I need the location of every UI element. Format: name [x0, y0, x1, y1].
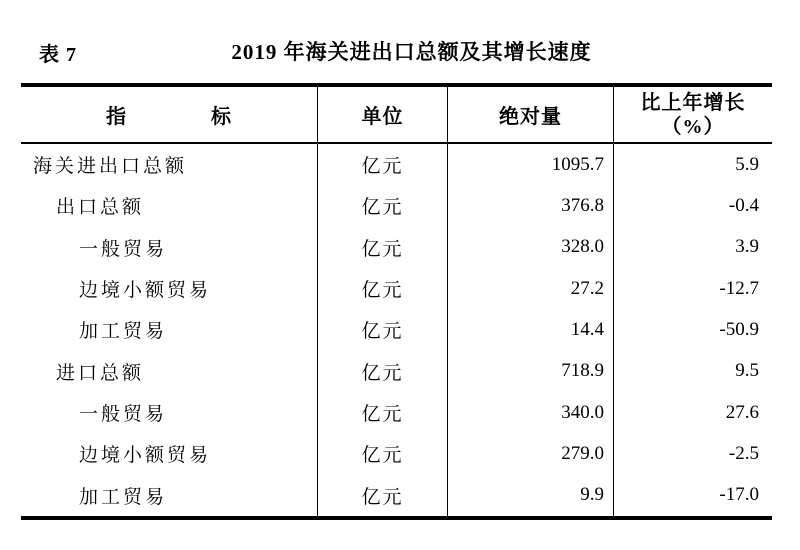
table-row	[21, 268, 772, 309]
row-growth: -0.4	[728, 194, 759, 216]
header-cell-growth	[614, 87, 772, 142]
row-value: 1095.7	[448, 144, 614, 185]
header-cell-indicator: 指 标	[21, 87, 318, 142]
row-unit: 亿元	[318, 475, 448, 516]
table-caption	[21, 36, 772, 66]
row-label: 加工贸易	[21, 309, 318, 350]
row-label: 出口总额	[21, 185, 318, 226]
table-row	[21, 185, 772, 226]
row-value: 9.9	[448, 475, 614, 516]
row-unit: 亿元	[318, 185, 448, 226]
row-value: 27.2	[448, 268, 614, 309]
row-growth: -2.5	[728, 442, 759, 464]
row-growth: 9.5	[735, 360, 759, 382]
row-value: 718.9	[448, 351, 614, 392]
row-unit: 亿元	[318, 351, 448, 392]
row-growth: 27.6	[725, 401, 759, 423]
row-label: 一般贸易	[21, 392, 318, 433]
row-label: 边境小额贸易	[21, 433, 318, 474]
row-value: 340.0	[448, 392, 614, 433]
table-row	[21, 392, 772, 433]
table-header-row	[21, 87, 772, 144]
row-value: 279.0	[448, 433, 614, 474]
row-label: 进口总额	[21, 351, 318, 392]
row-unit: 亿元	[318, 392, 448, 433]
row-label: 一般贸易	[21, 227, 318, 268]
table-row	[21, 351, 772, 392]
table-row	[21, 309, 772, 350]
table-number: 表 7	[39, 44, 77, 66]
table-title: 2019 年海关进出口总额及其增长速度	[231, 40, 592, 64]
table-row	[21, 433, 772, 474]
row-growth: -12.7	[719, 277, 759, 299]
row-unit: 亿元	[318, 227, 448, 268]
table-row	[21, 475, 772, 516]
row-label: 边境小额贸易	[21, 268, 318, 309]
row-unit: 亿元	[318, 144, 448, 185]
row-unit: 亿元	[318, 268, 448, 309]
row-label: 海关进出口总额	[21, 144, 318, 185]
table-row	[21, 144, 772, 185]
row-growth: 5.9	[735, 153, 759, 175]
row-unit: 亿元	[318, 433, 448, 474]
header-cell-absolute: 绝对量	[448, 87, 614, 142]
row-value: 14.4	[448, 309, 614, 350]
row-unit: 亿元	[318, 309, 448, 350]
row-growth: 3.9	[735, 236, 759, 258]
indicators-table	[21, 83, 772, 520]
row-growth: -17.0	[719, 484, 759, 506]
row-growth: -50.9	[719, 318, 759, 340]
table-row	[21, 227, 772, 268]
row-value: 328.0	[448, 227, 614, 268]
row-value: 376.8	[448, 185, 614, 226]
header-growth-line1: 比上年增长	[640, 91, 746, 114]
header-growth-line2: （%）	[661, 115, 725, 138]
header-cell-unit: 单位	[318, 87, 448, 142]
row-label: 加工贸易	[21, 475, 318, 516]
